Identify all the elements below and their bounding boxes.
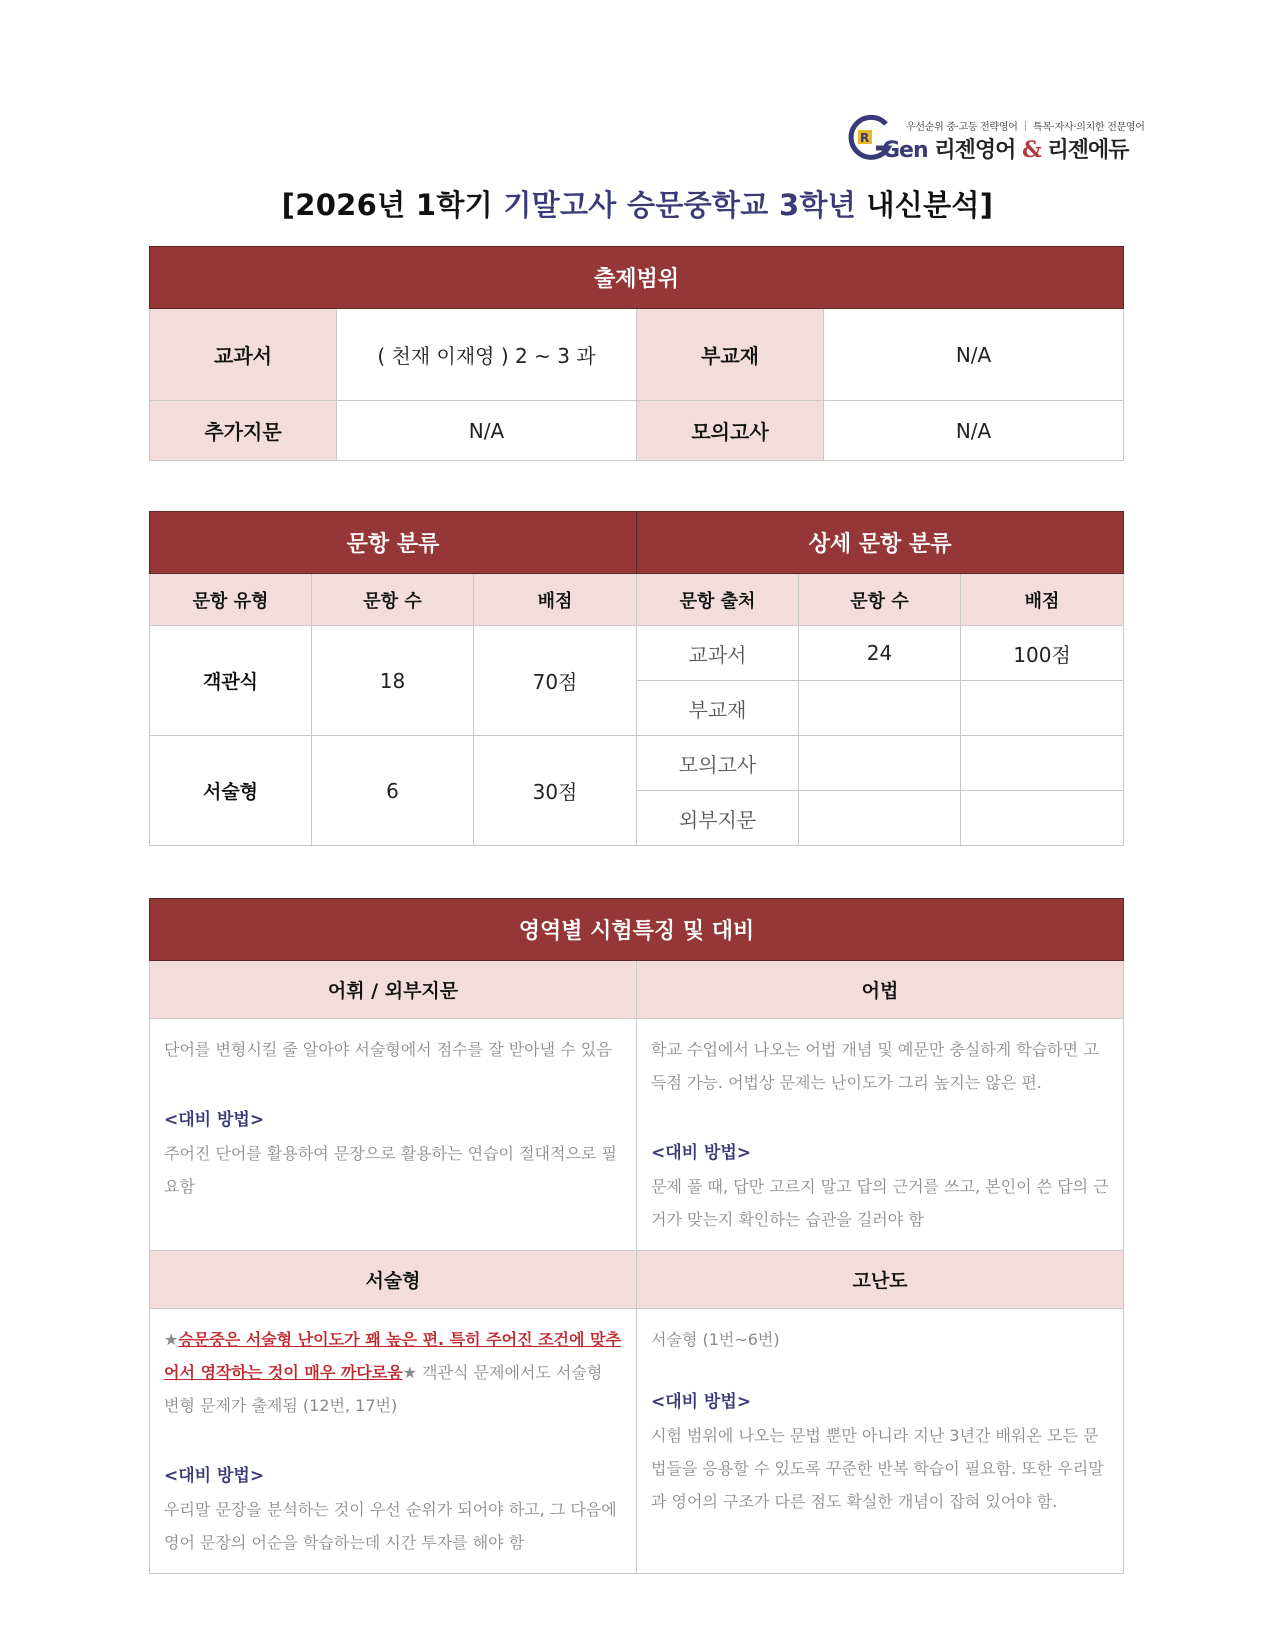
document-title xyxy=(0,183,1275,224)
essay-score: 30점 xyxy=(474,736,637,846)
type-objective: 객관식 xyxy=(150,626,312,736)
extra-passage-value: N/A xyxy=(337,401,637,461)
hard-text: 서술형 (1번~6번) xyxy=(651,1330,780,1349)
grammar-prep-text: 문제 풀 때, 답만 고르지 말고 답의 근거를 쓰고, 본인이 쓴 답의 근거가 맞는지 확인하는 습관을 길러야 함 xyxy=(651,1177,1109,1229)
source-sub-material: 부교재 xyxy=(637,681,799,736)
col-score: 배점 xyxy=(474,574,637,626)
essay-text: 객관식 문제에서도 서술형 변형 문제가 출제됨 (12번, 17번) xyxy=(164,1363,603,1415)
source-textbook-count: 24 xyxy=(799,626,961,681)
essay-count: 6 xyxy=(312,736,474,846)
col-question-count: 문항 수 xyxy=(312,574,474,626)
star-icon: ★ xyxy=(164,1330,179,1349)
essay-title: 서술형 xyxy=(150,1251,637,1309)
vocab-title: 어휘 / 외부지문 xyxy=(150,961,637,1019)
hard-title: 고난도 xyxy=(637,1251,1124,1309)
title-part-1: [2026년 1학기 xyxy=(281,188,504,222)
source-textbook-score: 100점 xyxy=(961,626,1124,681)
source-external-count xyxy=(799,791,961,846)
mock-exam-label: 모의고사 xyxy=(637,401,824,461)
source-sub-material-count xyxy=(799,681,961,736)
question-classification-table xyxy=(149,511,1124,846)
scope-header: 출제범위 xyxy=(150,247,1124,309)
star-icon: ★ xyxy=(402,1363,418,1382)
grammar-prep-label: <대비 방법> xyxy=(651,1143,752,1163)
title-part-2: 기말고사 승문중학교 3학년 xyxy=(503,188,857,222)
source-external-score xyxy=(961,791,1124,846)
academy-logo xyxy=(846,114,1145,164)
logo-gen: Gen xyxy=(882,138,928,163)
logo-name-1: 리젠영어 xyxy=(934,138,1016,163)
essay-highlight: 승문중은 서술형 난이도가 꽤 높은 편. 특히 주어진 조건에 맞추어서 영작하는 것이 매우 까다로움 xyxy=(164,1330,621,1382)
source-external: 외부지문 xyxy=(637,791,799,846)
table-row xyxy=(150,626,1124,681)
logo-amp: & xyxy=(1022,137,1041,163)
exam-scope-table xyxy=(149,246,1124,461)
table-row xyxy=(150,736,1124,791)
source-mock-exam: 모의고사 xyxy=(637,736,799,791)
extra-passage-label: 추가지문 xyxy=(150,401,337,461)
grammar-content xyxy=(637,1019,1124,1251)
mock-exam-value: N/A xyxy=(824,401,1124,461)
vocab-prep-text: 주어진 단어를 활용하여 문장으로 활용하는 연습이 절대적으로 필요함 xyxy=(164,1144,617,1196)
col-detail-score: 배점 xyxy=(961,574,1124,626)
vocab-text: 단어를 변형시킬 줄 알아야 서술형에서 점수를 잘 받아낼 수 있음 xyxy=(164,1040,612,1059)
sub-material-label: 부교재 xyxy=(637,309,824,401)
classification-header: 문항 분류 xyxy=(150,512,637,574)
vocab-prep-label: <대비 방법> xyxy=(164,1110,265,1130)
svg-text:R: R xyxy=(860,131,870,145)
logo-brand xyxy=(882,133,1129,164)
hard-prep-text: 시험 범위에 나오는 문법 뿐만 아니라 지난 3년간 배워온 모든 문법들을 응용할 수 있도록 꾸준한 반복 학습이 필요함. 또한 우리말과 영어의 구조가 다른 점도 확실한 개념이 잡혀 있어야 함. xyxy=(651,1426,1104,1511)
essay-prep-text: 우리말 문장을 분석하는 것이 우선 순위가 되어야 하고, 그 다음에 영어 문장의 어순을 학습하는데 시간 투자를 해야 함 xyxy=(164,1500,617,1552)
type-essay: 서술형 xyxy=(150,736,312,846)
source-sub-material-score xyxy=(961,681,1124,736)
hard-prep-label: <대비 방법> xyxy=(651,1392,752,1412)
logo-name-2: 리젠에듀 xyxy=(1047,138,1129,163)
textbook-label: 교과서 xyxy=(150,309,337,401)
essay-content xyxy=(150,1309,637,1574)
title-part-3: 내신분석] xyxy=(856,188,994,222)
grammar-title: 어법 xyxy=(637,961,1124,1019)
source-mock-exam-count xyxy=(799,736,961,791)
textbook-value: ( 천재 이재영 ) 2 ~ 3 과 xyxy=(337,309,637,401)
source-mock-exam-score xyxy=(961,736,1124,791)
grammar-text: 학교 수업에서 나오는 어법 개념 및 예문만 충실하게 학습하면 고득점 가능. 어법상 문제는 난이도가 그리 높지는 않은 편. xyxy=(651,1040,1099,1092)
objective-count: 18 xyxy=(312,626,474,736)
col-question-type: 문항 유형 xyxy=(150,574,312,626)
logo-tagline: 우선순위 중·고등 전략영어 ｜ 특목·자사·의치한 전문영어 xyxy=(906,122,1145,133)
col-detail-count: 문항 수 xyxy=(799,574,961,626)
features-table xyxy=(149,898,1124,1574)
source-textbook: 교과서 xyxy=(637,626,799,681)
col-question-source: 문항 출처 xyxy=(637,574,799,626)
sub-material-value: N/A xyxy=(824,309,1124,401)
objective-score: 70점 xyxy=(474,626,637,736)
features-header: 영역별 시험특징 및 대비 xyxy=(150,899,1124,961)
detail-classification-header: 상세 문항 분류 xyxy=(637,512,1124,574)
hard-content xyxy=(637,1309,1124,1574)
vocab-content xyxy=(150,1019,637,1251)
essay-prep-label: <대비 방법> xyxy=(164,1466,265,1486)
